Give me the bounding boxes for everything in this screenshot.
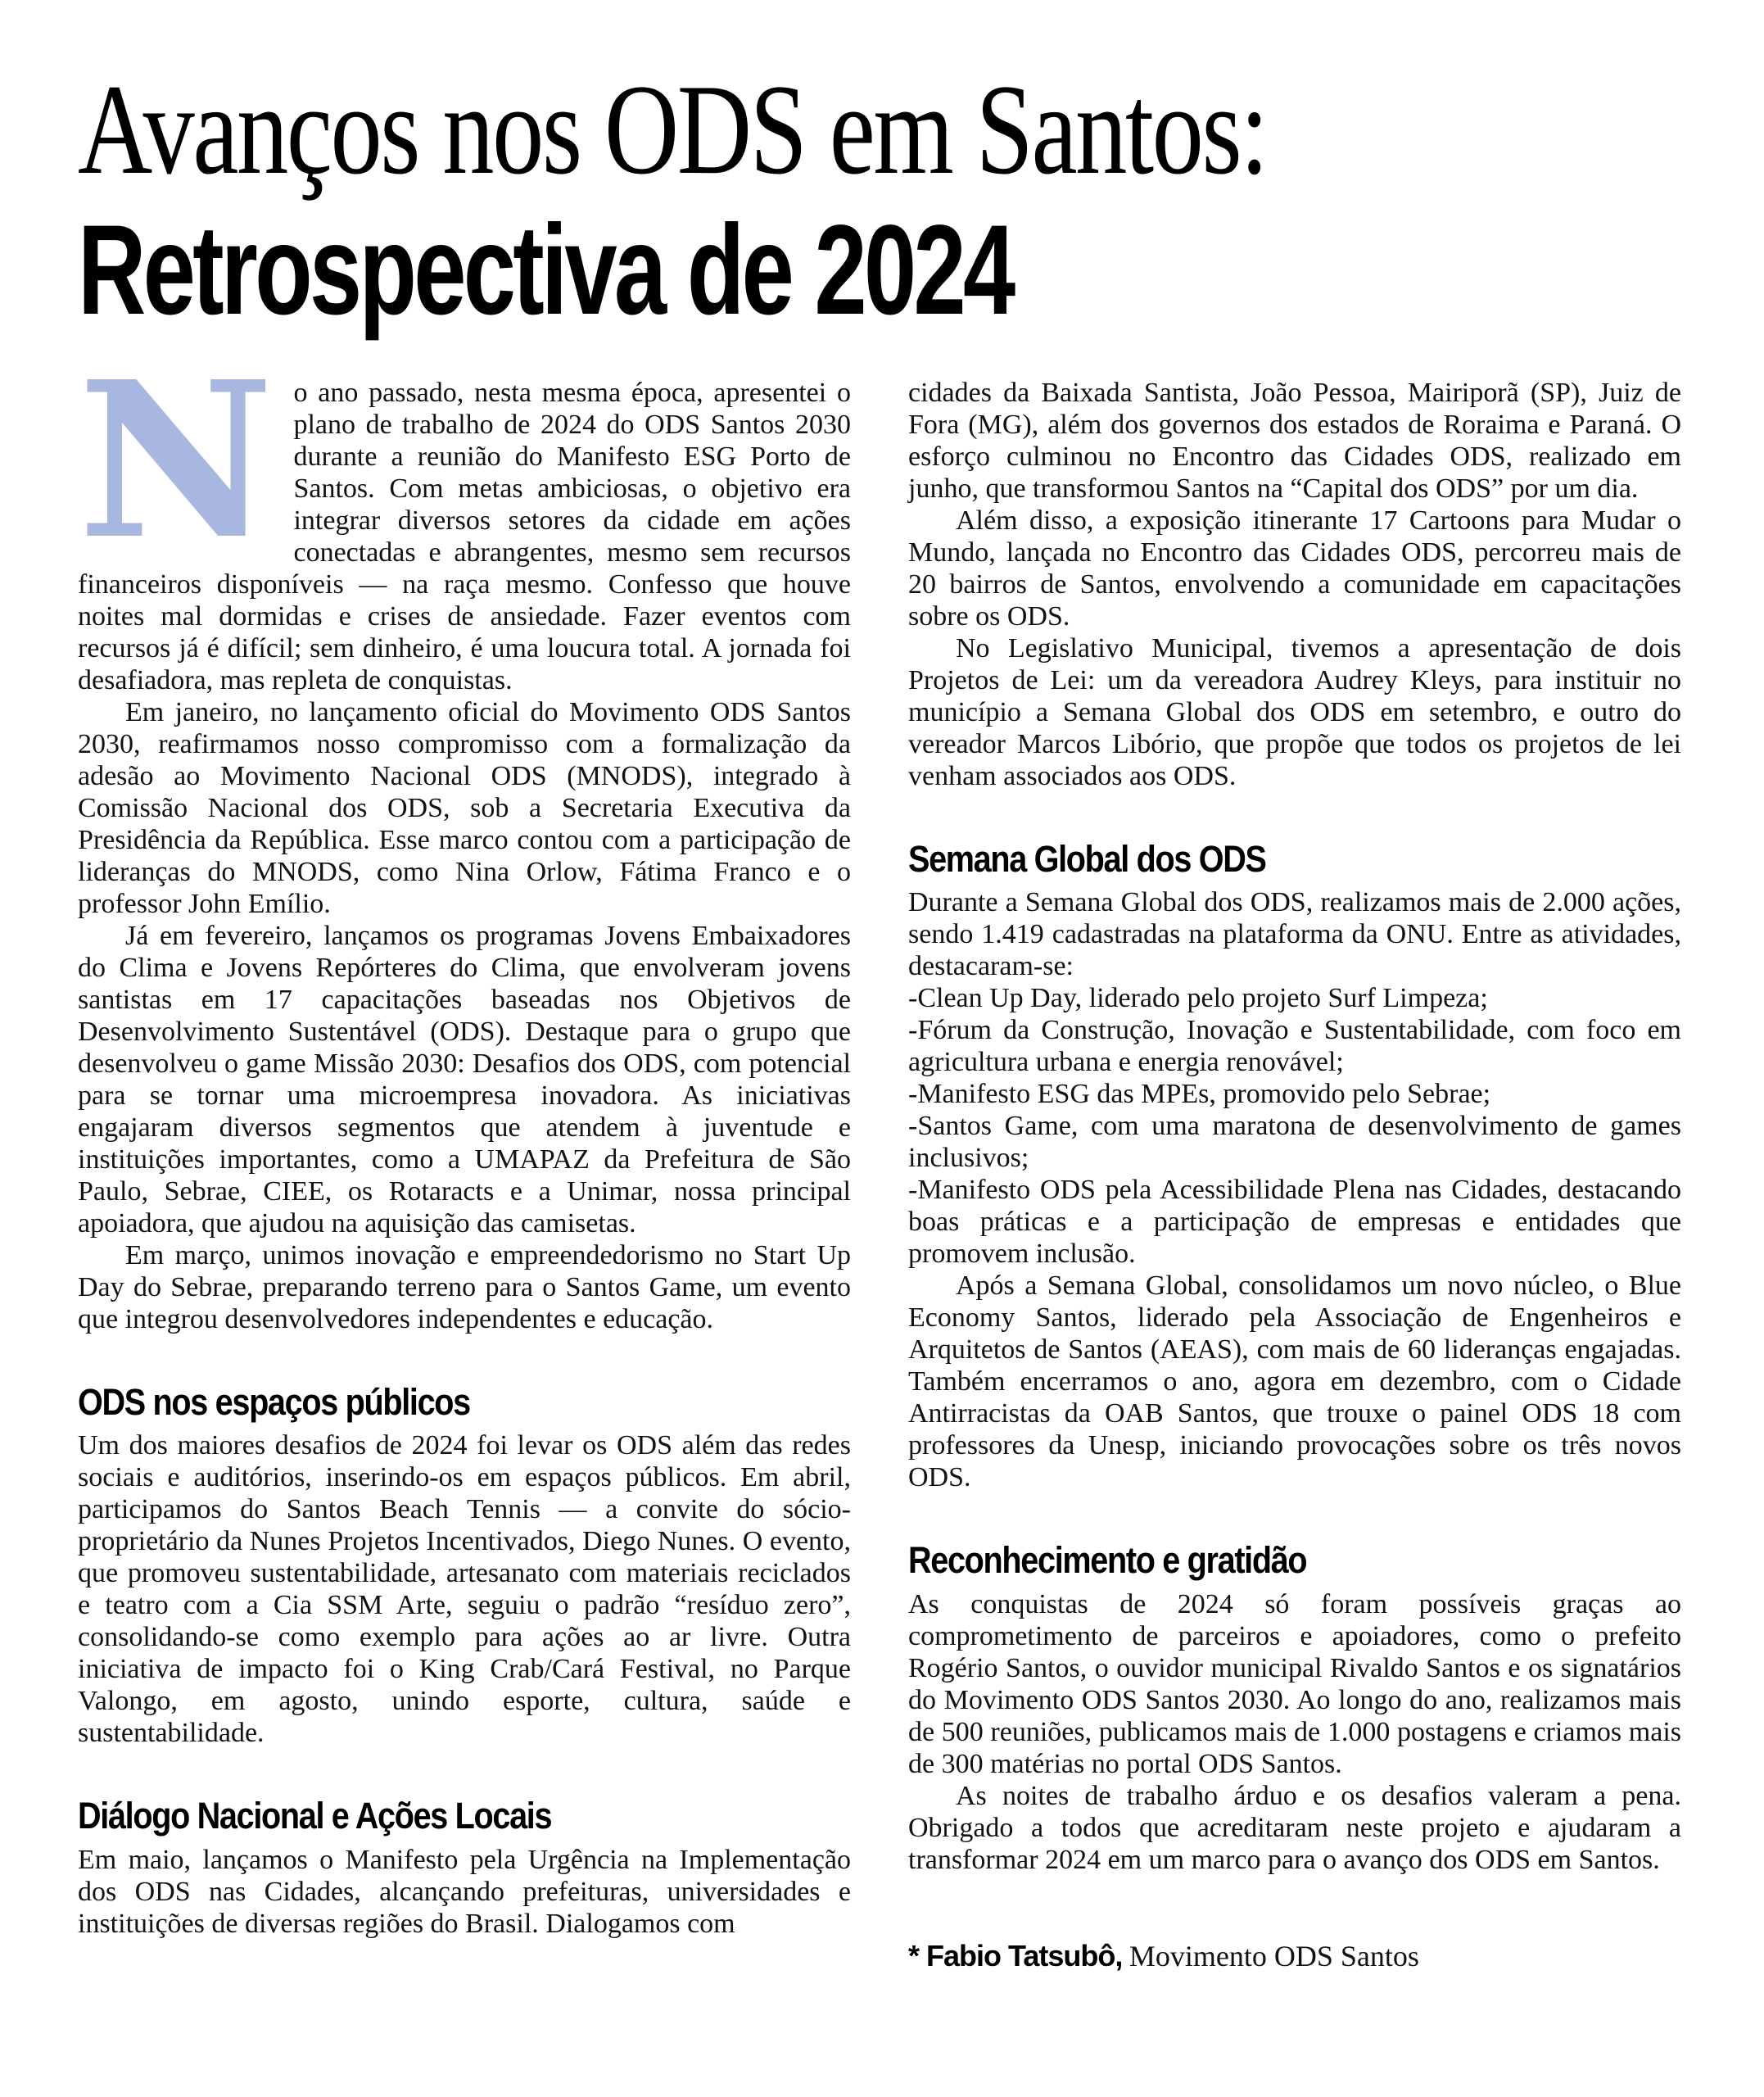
section-heading-ods-espacos-publicos: ODS nos espaços públicos (78, 1381, 470, 1423)
paragraph: Em março, unimos inovação e empreendedorismo no Start Up Day do Sebrae, preparando terreno para o Santos Game, um evento que integrou desenvolvedores independentes e educação. (78, 1240, 851, 1334)
column-left (78, 334, 851, 1940)
column-right (908, 377, 1681, 1973)
paragraph: As noites de trabalho árduo e os desafios valeram a pena. Obrigado a todos que acreditaram neste projeto e ajudaram a transformar 2024 em um marco para o avanço dos ODS em Santos. (908, 1780, 1681, 1875)
list-item: -Clean Up Day, liderado pelo projeto Surf Limpeza; (908, 983, 1488, 1014)
paragraph: Em maio, lançamos o Manifesto pela Urgência na Implementação dos ODS nas Cidades, alcançando prefeituras, universidades e instituições de diversas regiões do Brasil. Dialogamos com (78, 1844, 851, 1939)
byline-author: * Fabio Tatsubô, (908, 1938, 1123, 1972)
article-title-line2: Retrospectiva de 2024 (78, 199, 1013, 342)
list-item: -Manifesto ESG das MPEs, promovido pelo Sebrae; (908, 1079, 1491, 1110)
section-heading-dialogo-nacional: Diálogo Nacional e Ações Locais (78, 1795, 552, 1837)
section-heading-reconhecimento: Reconhecimento e gratidão (908, 1539, 1307, 1582)
paragraph-lead-text: o ano passado, nesta mesma época, apresentei o plano de trabalho de 2024 do ODS Santos 2030 durante a reunião do Manifesto ESG Porto de Santos. Com metas ambiciosas, o objetivo era integrar diversos setores da cidade em ações conectadas e abrangentes, mesmo sem recursos financeiros disponíveis — na raça mesmo. Confesso que houve noites mal dormidas e crises de ansiedade. Fazer eventos com recursos já é difícil; sem dinheiro, é uma loucura total. A jornada foi desafiadora, mas repleta de conquistas. (78, 378, 851, 695)
paragraph: Além disso, a exposição itinerante 17 Cartoons para Mudar o Mundo, lançada no Encontro das Cidades ODS, percorreu mais de 20 bairros de Santos, envolvendo a comunidade em capacitações sobre os ODS. (908, 505, 1681, 632)
paragraph-lead (78, 334, 851, 696)
list-item: -Santos Game, com uma maratona de desenvolvimento de games inclusivos; (908, 1111, 1681, 1174)
paragraph: Após a Semana Global, consolidamos um novo núcleo, o Blue Economy Santos, liderado pela Associação de Engenheiros e Arquitetos de Santos (AEAS), com mais de 60 lideranças engajadas. Também encerramos o ano, agora em dezembro, com o Cidade Antirracistas da OAB Santos, que trouxe o painel ODS 18 com professores da Unesp, iniciando provocações sobre os três novos ODS. (908, 1270, 1681, 1493)
list-item: -Manifesto ODS pela Acessibilidade Plena nas Cidades, destacando boas práticas e a participação de empresas e entidades que promovem inclusão. (908, 1175, 1681, 1270)
list-item: -Fórum da Construção, Inovação e Sustentabilidade, com foco em agricultura urbana e energia renovável; (908, 1015, 1681, 1078)
paragraph: Em janeiro, no lançamento oficial do Movimento ODS Santos 2030, reafirmamos nosso compromisso com a formalização da adesão ao Movimento Nacional ODS (MNODS), integrado à Comissão Nacional dos ODS, sob a Secretaria Executiva da Presidência da República. Esse marco contou com a participação de lideranças do MNODS, como Nina Orlow, Fátima Franco e o professor John Emílio. (78, 697, 851, 919)
paragraph: Já em fevereiro, lançamos os programas Jovens Embaixadores do Clima e Jovens Repórteres do Clima, que envolveram jovens santistas em 17 capacitações baseadas nos Objetivos de Desenvolvimento Sustentável (ODS). Destaque para o grupo que desenvolveu o game Missão 2030: Desafios dos ODS, com potencial para se tornar uma microempresa inovadora. As iniciativas engajaram diversos segmentos que atendem à juventude e instituições importantes, como a UMAPAZ da Prefeitura de São Paulo, Sebrae, CIEE, os Rotaracts e a Unimar, nossa principal apoiadora, que ajudou na aquisição das camisetas. (78, 921, 851, 1239)
drop-cap-letter: N (78, 334, 274, 587)
paragraph: Durante a Semana Global dos ODS, realizamos mais de 2.000 ações, sendo 1.419 cadastradas na plataforma da ONU. Entre as atividades, destacaram-se: (908, 887, 1681, 982)
paragraph: No Legislativo Municipal, tivemos a apresentação de dois Projetos de Lei: um da vereadora Audrey Kleys, para instituir no município a Semana Global dos ODS em setembro, e outro do vereador Marcos Libório, que propõe que todos os projetos de lei venham associados aos ODS. (908, 633, 1681, 791)
article-title-line1: Avanços nos ODS em Santos: (78, 58, 1267, 202)
byline (908, 1940, 1681, 1973)
article-header (78, 58, 1682, 342)
byline-organization: Movimento ODS Santos (1129, 1939, 1419, 1972)
paragraph: Um dos maiores desafios de 2024 foi levar os ODS além das redes sociais e auditórios, inserindo-os em espaços públicos. Em abril, participamos do Santos Beach Tennis — a convite do sócio-proprietário da Nunes Projetos Incentivados, Diego Nunes. O evento, que promoveu sustentabilidade, artesanato com materiais reciclados e teatro com a Cia SSM Arte, seguiu o padrão “resíduo zero”, consolidando-se como exemplo para ações ao ar livre. Outra iniciativa de impacto foi o King Crab/Cará Festival, no Parque Valongo, em agosto, unindo esporte, cultura, saúde e sustentabilidade. (78, 1430, 851, 1749)
paragraph: As conquistas de 2024 só foram possíveis graças ao comprometimento de parceiros e apoiadores, como o prefeito Rogério Santos, o ouvidor municipal Rivaldo Santos e os signatários do Movimento ODS Santos 2030. Ao longo do ano, realizamos mais de 500 reuniões, publicamos mais de 1.000 postagens e criamos mais de 300 matérias no portal ODS Santos. (908, 1588, 1681, 1779)
paragraph-continuation: cidades da Baixada Santista, João Pessoa, Mairiporã (SP), Juiz de Fora (MG), além dos governos dos estados de Roraima e Paraná. O esforço culminou no Encontro das Cidades ODS, realizado em junho, que transformou Santos na “Capital dos ODS” por um dia. (908, 378, 1681, 504)
section-heading-semana-global: Semana Global dos ODS (908, 838, 1266, 880)
article-columns (78, 334, 1682, 1973)
